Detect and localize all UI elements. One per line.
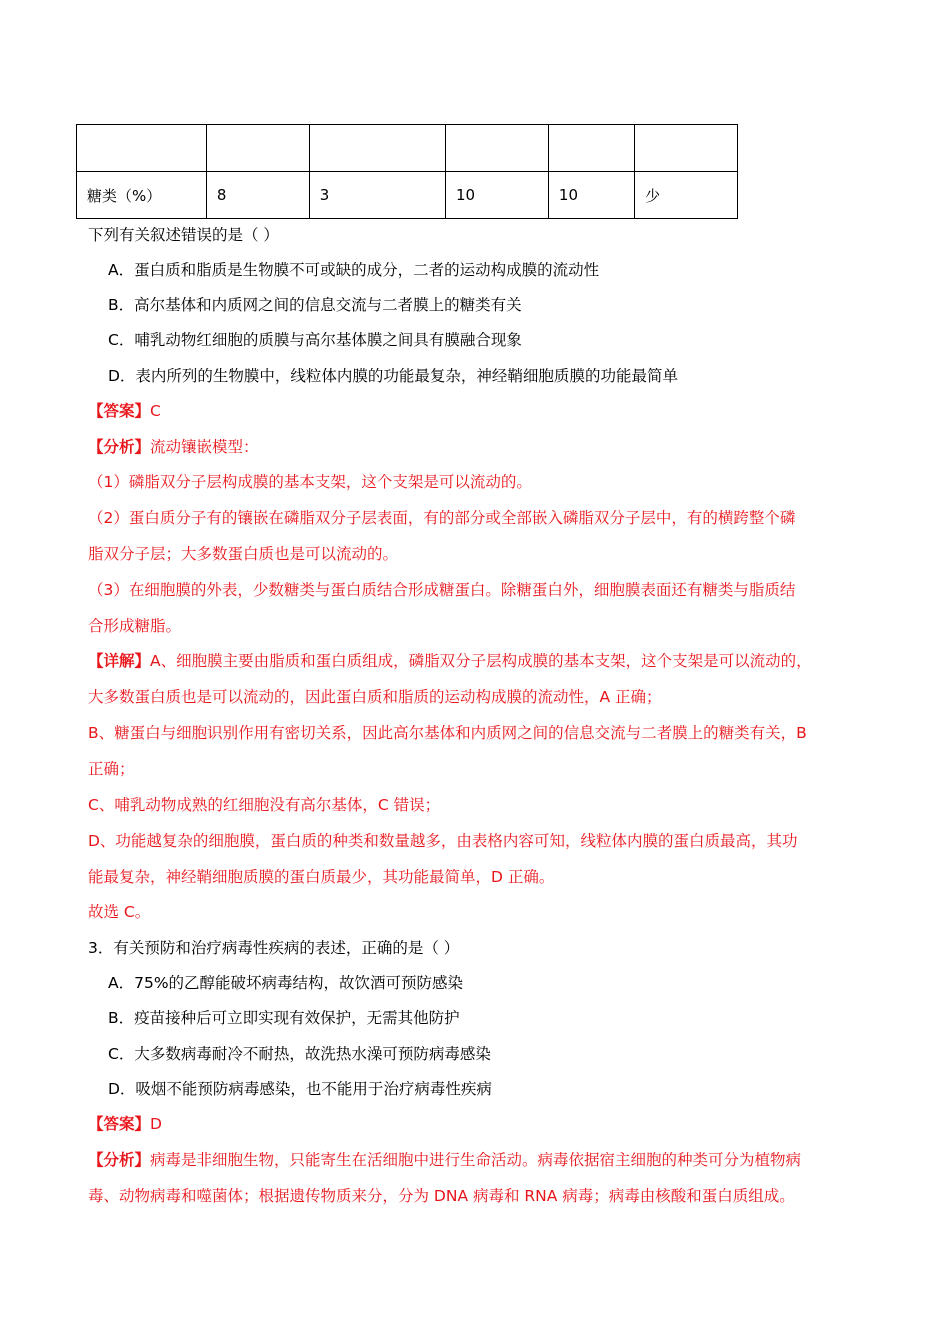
detail-tag: 【详解】 xyxy=(88,652,151,670)
table-cell: 少 xyxy=(635,172,738,219)
detail-line: B、糖蛋白与细胞识别作用有密切关系，因此高尔基体和内质网之间的信息交流与二者膜上的糖类有关，B xyxy=(88,724,807,742)
question-stem: 下列有关叙述错误的是（ ） xyxy=(88,226,279,244)
analysis-line: 毒、动物病毒和噬菌体；根据遗传物质来分，分为 DNA 病毒和 RNA 病毒；病毒由核酸和蛋白质组成。 xyxy=(88,1187,795,1205)
detail-line: D、功能越复杂的细胞膜，蛋白质的种类和数量越多，由表格内容可知，线粒体内膜的蛋白质最高，其功 xyxy=(88,832,798,850)
answer-value: C xyxy=(150,402,161,420)
table-cell: 8 xyxy=(206,172,309,219)
table-cell xyxy=(635,125,738,172)
option-c: C．大多数病毒耐冷不耐热，故洗热水澡可预防病毒感染 xyxy=(108,1045,491,1063)
option-b: B．高尔基体和内质网之间的信息交流与二者膜上的糖类有关 xyxy=(108,296,522,314)
table-cell: 10 xyxy=(445,172,548,219)
option-a: A．蛋白质和脂质是生物膜不可或缺的成分，二者的运动构成膜的流动性 xyxy=(108,261,600,279)
table-cell xyxy=(77,125,207,172)
answer-tag: 【答案】 xyxy=(88,1115,151,1133)
table-cell xyxy=(548,125,634,172)
detail-line: C、哺乳动物成熟的红细胞没有高尔基体，C 错误； xyxy=(88,796,441,814)
membrane-composition-table xyxy=(76,124,738,219)
analysis-line: （3）在细胞膜的外表，少数糖类与蛋白质结合形成糖蛋白。除糖蛋白外，细胞膜表面还有糖类与脂质结 xyxy=(88,581,796,599)
detail-text: A、细胞膜主要由脂质和蛋白质组成，磷脂双分子层构成膜的基本支架，这个支架是可以流动的， xyxy=(150,652,812,670)
detail-line xyxy=(88,651,812,671)
answer-value: D xyxy=(150,1115,162,1133)
answer-tag: 【答案】 xyxy=(88,402,151,420)
table-row xyxy=(77,125,738,172)
analysis-line xyxy=(88,437,259,457)
table-cell: 10 xyxy=(548,172,634,219)
question-stem: 3．有关预防和治疗病毒性疾病的表述，正确的是（ ） xyxy=(88,939,460,957)
analysis-tag: 【分析】 xyxy=(88,438,151,456)
analysis-line: 脂双分子层；大多数蛋白质也是可以流动的。 xyxy=(88,545,399,563)
conclusion-line: 故选 C。 xyxy=(88,903,151,921)
detail-line: 正确； xyxy=(88,760,135,778)
analysis-text: 病毒是非细胞生物，只能寄生在活细胞中进行生命活动。病毒依据宿主细胞的种类可分为植物病 xyxy=(150,1151,802,1169)
analysis-line: （1）磷脂双分子层构成膜的基本支架，这个支架是可以流动的。 xyxy=(88,473,532,491)
table-cell xyxy=(445,125,548,172)
analysis-tag: 【分析】 xyxy=(88,1151,151,1169)
detail-line: 能最复杂，神经鞘细胞质膜的蛋白质最少，其功能最简单，D 正确。 xyxy=(88,868,555,886)
option-b: B．疫苗接种后可立即实现有效保护，无需其他防护 xyxy=(108,1009,460,1027)
analysis-line xyxy=(88,1150,801,1170)
table-cell: 3 xyxy=(309,172,445,219)
option-d: D．吸烟不能预防病毒感染，也不能用于治疗病毒性疾病 xyxy=(108,1080,492,1098)
table-cell xyxy=(309,125,445,172)
option-a: A．75%的乙醇能破坏病毒结构，故饮酒可预防感染 xyxy=(108,974,464,992)
analysis-line: 合形成糖脂。 xyxy=(88,617,182,635)
analysis-line: （2）蛋白质分子有的镶嵌在磷脂双分子层表面，有的部分或全部嵌入磷脂双分子层中，有的横跨整个磷 xyxy=(88,509,796,527)
option-c: C．哺乳动物红细胞的质膜与高尔基体膜之间具有膜融合现象 xyxy=(108,331,522,349)
detail-line: 大多数蛋白质也是可以流动的，因此蛋白质和脂质的运动构成膜的流动性，A 正确； xyxy=(88,688,662,706)
row-label-sugar: 糖类（%） xyxy=(77,172,207,219)
answer-line xyxy=(88,1114,162,1134)
answer-line xyxy=(88,401,161,421)
option-d: D．表内所列的生物膜中，线粒体内膜的功能最复杂，神经鞘细胞质膜的功能最简单 xyxy=(108,367,678,385)
table-cell xyxy=(206,125,309,172)
analysis-text: 流动镶嵌模型： xyxy=(150,438,259,456)
table-row xyxy=(77,172,738,219)
